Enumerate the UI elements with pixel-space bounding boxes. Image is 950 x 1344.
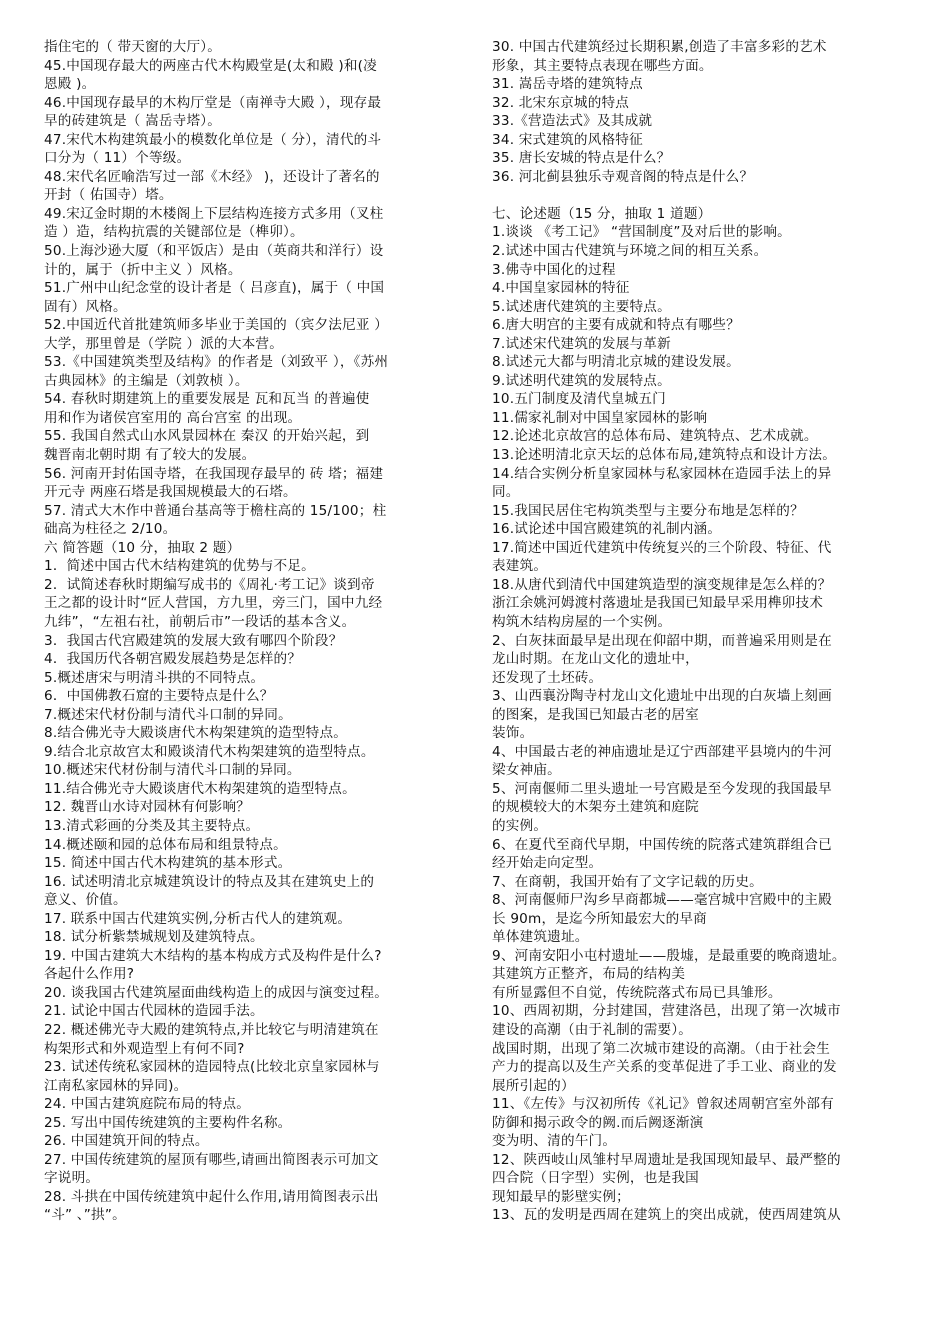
text-line: 1．简述中国古代木结构建筑的优势与不足。 xyxy=(44,558,315,575)
text-line: 形象，其主要特点表现在哪些方面。 xyxy=(492,57,713,74)
text-line: 魏晋南北朝时期 有了较大的发展。 xyxy=(44,447,256,464)
text-line: 18.从唐代到清代中国建筑造型的演变规律是怎么样的？ xyxy=(492,576,832,593)
text-line: 恩殿 )。 xyxy=(44,76,96,93)
text-line: 24. 中国古建筑庭院布局的特点。 xyxy=(44,1096,251,1113)
text-line: 9.试述明代建筑的发展特点。 xyxy=(492,372,671,389)
text-line: 25. 写出中国传统建筑的主要构件名称。 xyxy=(44,1114,292,1131)
text-line: 27. 中国传统建筑的屋顶有哪些,请画出简图表示可加文 xyxy=(44,1151,379,1168)
text-line: 计的，属于（折中主义 ）风格。 xyxy=(44,261,242,278)
text-line: 45.中国现存最大的两座古代木构殿堂是(太和殿 )和(凌 xyxy=(44,57,377,74)
text-line: 构架形式和外观造型上有何不同? xyxy=(44,1040,245,1057)
text-line: 12、陕西岐山凤雏村早周遗址是我国现知最早、最严整的 xyxy=(492,1151,841,1168)
text-line: 11.结合佛光寺大殿谈唐代木构架建筑的造型特点。 xyxy=(44,780,356,797)
text-line: 同。 xyxy=(492,484,520,501)
text-line: 经开始走向定型。 xyxy=(492,855,603,872)
text-line: 造 ）造，结构抗震的关键部位是（榫卯）。 xyxy=(44,224,304,241)
text-line: 5.概述唐宋与明清斗拱的不同特点。 xyxy=(44,669,265,686)
text-line: 47.宋代木构建筑最小的模数化单位是（ 分），清代的斗 xyxy=(44,131,382,148)
text-line: 18. 试分析紫禁城规划及建筑特点。 xyxy=(44,929,264,946)
text-line: 七、论述题（15 分，抽取 1 道题） xyxy=(492,205,712,222)
text-line: 2.试述中国古代建筑与环境之间的相互关系。 xyxy=(492,243,768,260)
text-line: 57. 清式大木作中普通台基高等于檐柱高的 15/100；柱 xyxy=(44,502,387,519)
text-line: 48.宋代名匠喻浩写过一部《木经》 )，还设计了著名的 xyxy=(44,168,380,185)
right-column xyxy=(492,38,912,1225)
text-line: 长 90m，是迄今所知最宏大的早商 xyxy=(492,910,707,927)
text-line: 11.儒家礼制对中国皇家园林的影响 xyxy=(492,409,708,426)
text-line: 12. 魏晋山水诗对园林有何影响？ xyxy=(44,799,251,816)
text-line: 早的砖建筑是（ 嵩岳寺塔）。 xyxy=(44,113,222,130)
text-line: 15.我国民居住宅构筑类型与主要分布地是怎样的？ xyxy=(492,502,804,519)
text-line: 17. 联系中国古代建筑实例,分析古代人的建筑观。 xyxy=(44,910,352,927)
text-line: 展所引起的） xyxy=(492,1077,575,1094)
text-line: 26. 中国建筑开间的特点。 xyxy=(44,1133,209,1150)
text-line: 的规模较大的木架夯土建筑和庭院 xyxy=(492,799,699,816)
text-line: 16.试论述中国宫殿建筑的礼制内涵。 xyxy=(492,521,722,538)
text-line: 梁女神庙。 xyxy=(492,762,561,779)
text-line: 浙江余姚河姆渡村落遗址是我国已知最早采用榫卯技术 xyxy=(492,595,824,612)
text-line: 现知最早的影壁实例； xyxy=(492,1188,630,1205)
text-line: 表建筑。 xyxy=(492,558,548,575)
text-line: 古典园林》的主编是（刘敦桢 ）。 xyxy=(44,372,249,389)
text-line: 5.试述唐代建筑的主要特点。 xyxy=(492,298,671,315)
text-line: 28. 斗拱在中国传统建筑中起什么作用,请用简图表示出 xyxy=(44,1188,379,1205)
text-line: 六 简答题（10 分，抽取 2 题） xyxy=(44,539,241,556)
text-line: 4．我国历代各朝宫殿发展趋势是怎样的？ xyxy=(44,651,302,668)
text-line: 53.《中国建筑类型及结构》的作者是（刘致平 ），《苏州 xyxy=(44,354,389,371)
text-line: 3、山西襄汾陶寺村龙山文化遗址中出现的白灰墙上刻画 xyxy=(492,688,832,705)
text-line: 21. 试论中国古代园林的造园手法。 xyxy=(44,1003,264,1020)
text-line: 10、西周初期，分封建国，营建洛邑，出现了第一次城市 xyxy=(492,1003,841,1020)
text-line: 8.试述元大都与明清北京城的建设发展。 xyxy=(492,354,740,371)
text-line: 16. 试述明清北京城建筑设计的特点及其在建筑史上的 xyxy=(44,873,375,890)
text-line: 建设的高潮（由于礼制的需要）。 xyxy=(492,1021,693,1038)
text-line: 13.论述明清北京天坛的总体布局,建筑特点和设计方法。 xyxy=(492,447,836,464)
text-line: 55. 我国自然式山水风景园林在 秦汉 的开始兴起，到 xyxy=(44,428,370,445)
text-line: 固有）风格。 xyxy=(44,298,127,315)
text-line: 15. 简述中国古代木构建筑的基本形式。 xyxy=(44,855,292,872)
text-line: 单体建筑遗址。 xyxy=(492,929,589,946)
text-line: 56. 河南开封佑国寺塔，在我国现存最早的 砖 塔；福建 xyxy=(44,465,384,482)
text-line: 战国时期，出现了第二次城市建设的高潮。（由于社会生 xyxy=(492,1040,831,1057)
text-line: 13、瓦的发明是西周在建筑上的突出成就，使西周建筑从 xyxy=(492,1207,841,1224)
text-line: 6、在夏代至商代早期，中国传统的院落式建筑群组合已 xyxy=(492,836,832,853)
text-line: 7.试述宋代建筑的发展与革新 xyxy=(492,335,671,352)
text-line: 有所显露但不自觉，传统院落式布局已具雏形。 xyxy=(492,984,782,1001)
text-line: 49.宋辽金时期的木楼阁上下层结构连接方式多用（叉柱 xyxy=(44,205,384,222)
text-line: 大学，那里曾是（学院 ）派的大本营。 xyxy=(44,335,284,352)
text-line: 11、《左传》与汉初所传《礼记》曾叙述周朝宫室外部有 xyxy=(492,1096,834,1113)
text-line: 口分为（ 11）个等级。 xyxy=(44,150,191,167)
text-line: 52.中国近代首批建筑师多毕业于美国的（宾夕法尼亚 ） xyxy=(44,317,388,334)
text-line: 产力的提高以及生产关系的变革促进了手工业、商业的发 xyxy=(492,1059,837,1076)
text-line: 9、河南安阳小屯村遗址——殷墟，是最重要的晚商遗址。 xyxy=(492,947,846,964)
text-line: 指住宅的（ 带天窗的大厅）。 xyxy=(44,39,222,55)
text-line: 5、河南偃师二里头遗址一号宫殿是至今发现的我国最早 xyxy=(492,780,832,797)
text-line: 51.广州中山纪念堂的设计者是（ 吕彦直)，属于（ 中国 xyxy=(44,280,385,297)
text-line: 江南私家园林的异同)。 xyxy=(44,1077,188,1094)
text-line: 9.结合北京故宫太和殿谈清代木构架建筑的造型特点。 xyxy=(44,743,375,760)
text-line: 意义、价值。 xyxy=(44,892,127,909)
text-line: 四合院（日字型）实例，也是我国 xyxy=(492,1170,699,1187)
text-line: 35. 唐长安城的特点是什么？ xyxy=(492,150,671,167)
text-line: 34. 宋式建筑的风格特征 xyxy=(492,131,643,148)
text-line: 6．中国佛教石窟的主要特点是什么？ xyxy=(44,688,274,705)
text-line: 开元寺 两座石塔是我国规模最大的石塔。 xyxy=(44,484,297,501)
text-line: 12.论述北京故宫的总体布局、建筑特点、艺术成就。 xyxy=(492,428,818,445)
text-line: 14.概述颐和园的总体布局和组景特点。 xyxy=(44,836,287,853)
text-line: 4、中国最古老的神庙遗址是辽宁西部建平县境内的牛河 xyxy=(492,743,832,760)
text-line: 2、白灰抹面最早是出现在仰韶中期，而普遍采用则是在 xyxy=(492,632,832,649)
text-line: 王之都的设计时“匠人营国，方九里，旁三门，国中九经 xyxy=(44,595,383,612)
text-line: 变为明、清的午门。 xyxy=(492,1133,617,1150)
text-line: 10.五门制度及清代皇城五门 xyxy=(492,391,666,408)
text-line: 2．试简述春秋时期编写成书的《周礼·考工记》谈到帝 xyxy=(44,576,375,593)
text-line: 3．我国古代宫殿建筑的发展大致有哪四个阶段？ xyxy=(44,632,343,649)
text-line: 10.概述宋代材份制与清代斗口制的异同。 xyxy=(44,762,301,779)
text-line: 3.佛寺中国化的过程 xyxy=(492,261,616,278)
text-line: 其建筑方正整齐，布局的结构美 xyxy=(492,966,686,983)
text-line: 还发现了土坯砖。 xyxy=(492,669,603,686)
text-line: 4.中国皇家园林的特征 xyxy=(492,280,630,297)
text-line: 17.简述中国近代建筑中传统复兴的三个阶段、特征、代 xyxy=(492,539,832,556)
text-line: 防御和揭示政令的阙.而后阙逐渐演 xyxy=(492,1114,704,1131)
text-line: 20. 谈我国古代建筑屋面曲线构造上的成因与演变过程。 xyxy=(44,984,388,1001)
text-line: 7、在商朝，我国开始有了文字记载的历史。 xyxy=(492,873,763,890)
text-line: 30. 中国古代建筑经过长期积累,创造了丰富多彩的艺术 xyxy=(492,39,827,55)
text-line: 开封（ 佑国寺）塔。 xyxy=(44,187,173,204)
text-line: 字说明。 xyxy=(44,1170,100,1187)
text-line: 九纬”，“左祖右社，前朝后市”一段话的基本含义。 xyxy=(44,613,356,630)
text-line: 32. 北宋东京城的特点 xyxy=(492,94,630,111)
text-line: 36. 河北蓟县独乐寺观音阁的特点是什么？ xyxy=(492,168,754,185)
text-line: 13.清式彩画的分类及其主要特点。 xyxy=(44,817,260,834)
text-line: 1.谈谈 《考工记》 “营国制度”及对后世的影响。 xyxy=(492,224,791,241)
text-line: 龙山时期。在龙山文化的遗址中， xyxy=(492,651,699,668)
text-line: 23. 试述传统私家园林的造园特点(比较北京皇家园林与 xyxy=(44,1059,380,1076)
text-line: 46.中国现存最早的木构厅堂是（南禅寺大殿 ），现存最 xyxy=(44,94,382,111)
text-line: 用和作为诸侯宫室用的 高台宫室 的出现。 xyxy=(44,409,302,426)
text-line: 础高为柱径之 2/10。 xyxy=(44,521,177,538)
text-line: 22. 概述佛光寺大殿的建筑特点,并比较它与明清建筑在 xyxy=(44,1021,379,1038)
text-line: 19. 中国古建筑大木结构的基本构成方式及构件是什么? xyxy=(44,947,382,964)
text-line: 8、河南偃师尸沟乡早商都城——毫宫城中宫殿中的主殿 xyxy=(492,892,832,909)
text-line: 各起什么作用? xyxy=(44,966,135,983)
text-line: “斗” 、”拱”。 xyxy=(44,1207,126,1224)
text-line: 6.唐大明宫的主要有成就和特点有哪些？ xyxy=(492,317,740,334)
text-line: 54. 春秋时期建筑上的重要发展是 瓦和瓦当 的普遍使 xyxy=(44,391,370,408)
text-line: 的图案，是我国已知最古老的居室 xyxy=(492,706,699,723)
left-column xyxy=(44,38,464,1225)
text-line: 31. 嵩岳寺塔的建筑特点 xyxy=(492,76,643,93)
text-line: 7.概述宋代材份制与清代斗口制的异同。 xyxy=(44,706,292,723)
text-line: 8.结合佛光寺大殿谈唐代木构架建筑的造型特点。 xyxy=(44,725,348,742)
text-line: 构筑木结构房屋的一个实例。 xyxy=(492,613,672,630)
text-line xyxy=(492,186,912,205)
text-line: 33.《营造法式》及其成就 xyxy=(492,113,653,130)
text-line: 14.结合实例分析皇家园林与私家园林在造园手法上的异 xyxy=(492,465,832,482)
text-line: 装饰。 xyxy=(492,725,534,742)
text-line: 的实例。 xyxy=(492,817,548,834)
text-line: 50.上海沙逊大厦（和平饭店）是由（英商共和洋行）设 xyxy=(44,243,384,260)
